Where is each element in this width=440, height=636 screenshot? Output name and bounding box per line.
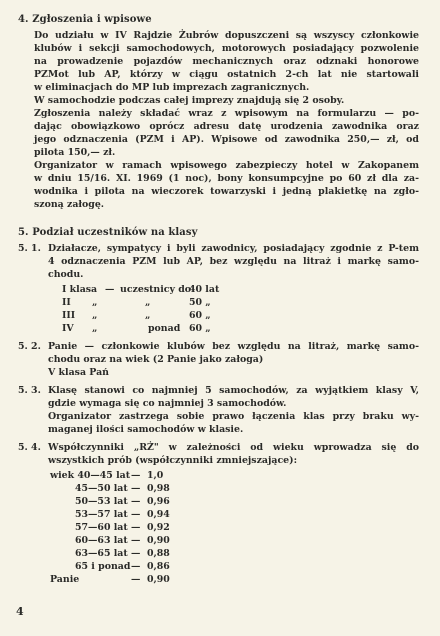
s4-line-9: jego odznaczenia (PZM i AP). Wpisowe od zawodnika 250,— zł, od — [34, 134, 419, 145]
section-4-title: 4. Zgłoszenia i wpisowe — [18, 14, 152, 25]
coef-label: 45—50 lat — [75, 483, 128, 494]
s4-line-13: wodnika i pilota na wieczorek towarzyski i jedną plakietkę na zgło- — [34, 186, 419, 197]
coef-value: 0,86 — [147, 561, 170, 572]
coef-dash: — — [131, 470, 141, 481]
class-age: 60 „ — [189, 323, 211, 334]
s4-line-2: klubów i sekcji samochodowych, motorowych posiadający pozwolenie — [34, 43, 419, 54]
s4-line-4: PZMot lub AP, którzy w ciągu ostatnich 2-ch lat nie startowali — [34, 69, 419, 80]
class-dash: „ — [92, 297, 98, 308]
p54-line-1: Współczynniki „RŻ" w zależności od wieku wprowadza się do — [48, 442, 419, 453]
coef-value: 1,0 — [147, 470, 164, 481]
section-5-title: 5. Podział uczestników na klasy — [18, 227, 198, 238]
p52-line-3: V klasa Pań — [48, 367, 109, 378]
p52-line-1: Panie — członkowie klubów bez względu na litraż, markę samo- — [48, 341, 419, 352]
class-dash: — — [105, 284, 115, 295]
coef-value: 0,92 — [147, 522, 170, 533]
coef-label: wiek 40—45 lat — [50, 470, 131, 481]
p54-number: 5. 4. — [18, 442, 41, 453]
class-dash: „ — [92, 310, 98, 321]
class-desc: ponad — [148, 323, 181, 334]
class-roman: I klasa — [62, 284, 98, 295]
page-number: 4 — [16, 605, 24, 618]
coef-label: 63—65 lat — [75, 548, 128, 559]
p52-line-2: chodu oraz na wiek (2 Panie jako załoga) — [48, 354, 264, 365]
coef-dash: — — [131, 509, 141, 520]
coef-dash: — — [131, 483, 141, 494]
class-desc: „ — [145, 310, 151, 321]
class-desc: „ — [145, 297, 151, 308]
p51-line-2: 4 odznaczenia PZM lub AP, bez względu na litraż i markę samo- — [48, 256, 419, 267]
coef-dash: — — [131, 535, 141, 546]
coef-dash: — — [131, 548, 141, 559]
p51-line-3: chodu. — [48, 269, 84, 280]
s4-line-12: w dniu 15/16. XI. 1969 (1 noc), bony konsumpcyjne po 60 zł dla za- — [34, 173, 419, 184]
coef-label: Panie — [50, 574, 80, 585]
s4-line-7: Zgłoszenia należy składać wraz z wpisowym na formularzu — po- — [34, 108, 419, 119]
coef-value: 0,94 — [147, 509, 170, 520]
coef-label: 53—57 lat — [75, 509, 128, 520]
s4-line-8: dając obowiązkowo oprócz adresu datę urodzenia zawodnika oraz — [34, 121, 419, 132]
coef-dash: — — [131, 522, 141, 533]
s4-line-6: W samochodzie podczas całej imprezy znajdują się 2 osoby. — [34, 95, 345, 106]
s4-line-14: szoną załogę. — [34, 199, 105, 210]
coef-value: 0,88 — [147, 548, 170, 559]
p54-line-2: wszystkich prób (współczynniki zmniejszające): — [48, 455, 298, 466]
s4-line-5: w eliminacjach do MP lub imprezach zagranicznych. — [34, 82, 310, 93]
p53-line-3: Organizator zastrzega sobie prawo łączenia klas przy braku wy- — [48, 411, 419, 422]
p53-number: 5. 3. — [18, 385, 41, 396]
s4-line-1: Do udziału w IV Rajdzie Żubrów dopuszczeni są wszyscy członkowie — [34, 30, 419, 41]
coef-value: 0,98 — [147, 483, 170, 494]
coef-label: 65 i ponad — [75, 561, 131, 572]
class-age: 60 „ — [189, 310, 211, 321]
p53-line-2: gdzie wymaga się co najmniej 3 samochodów. — [48, 398, 287, 409]
class-age: 50 „ — [189, 297, 211, 308]
s4-line-11: Organizator w ramach wpisowego zabezpieczy hotel w Zakopanem — [34, 160, 419, 171]
coef-value: 0,96 — [147, 496, 170, 507]
class-desc: uczestnicy do — [120, 284, 192, 295]
class-roman: III — [62, 310, 76, 321]
p51-number: 5. 1. — [18, 243, 41, 254]
coef-value: 0,90 — [147, 535, 170, 546]
coef-label: 57—60 lat — [75, 522, 128, 533]
coef-dash: — — [131, 561, 141, 572]
s4-line-3: na prowadzenie pojazdów mechanicznych oraz odznaki honorowe — [34, 56, 419, 67]
coef-value: 0,90 — [147, 574, 170, 585]
class-dash: „ — [92, 323, 98, 334]
class-roman: II — [62, 297, 71, 308]
coef-dash: — — [131, 574, 141, 585]
class-roman: IV — [62, 323, 74, 334]
p52-number: 5. 2. — [18, 341, 41, 352]
coef-label: 50—53 lat — [75, 496, 128, 507]
p51-line-1: Działacze, sympatycy i byli zawodnicy, posiadający zgodnie z P-tem — [48, 243, 419, 254]
class-age: 40 lat — [189, 284, 220, 295]
coef-dash: — — [131, 496, 141, 507]
p53-line-1: Klasę stanowi co najmniej 5 samochodów, za wyjątkiem klasy V, — [48, 385, 419, 396]
s4-line-10: pilota 150,— zł. — [34, 147, 116, 158]
coef-label: 60—63 lat — [75, 535, 128, 546]
p53-line-4: maganej ilości samochodów w klasie. — [48, 424, 244, 435]
